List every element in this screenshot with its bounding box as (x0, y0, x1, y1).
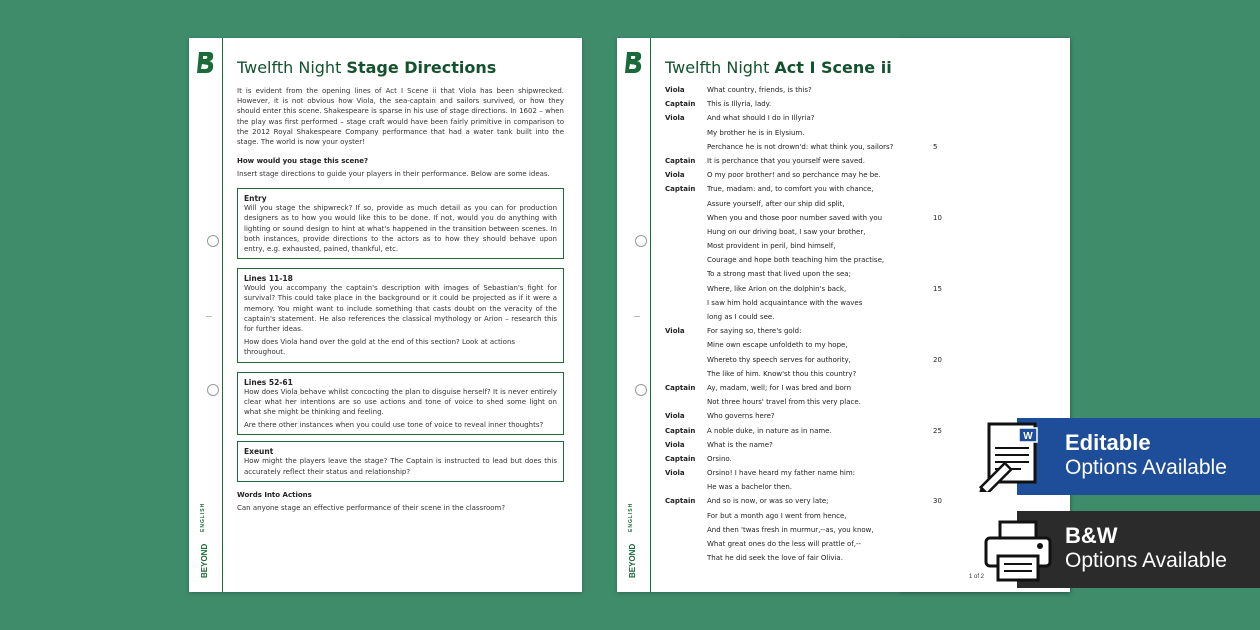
line-text: Perchance he is not drown'd: what think you, sailors? (707, 142, 894, 151)
line-text: Courage and hope both teaching him the practise, (707, 256, 885, 265)
script-line (665, 111, 955, 125)
badge-subtitle: Options Available (1065, 456, 1227, 479)
beyond-logo-icon (625, 50, 643, 74)
script-line (665, 140, 955, 154)
line-text: Not three hours' travel from this very place. (707, 398, 861, 407)
line-text: And so is now, or was so very late; (707, 497, 829, 506)
script-lines (665, 83, 955, 565)
page-title: Twelfth Night Stage Directions (237, 58, 497, 77)
prompt-box-exeunt (237, 441, 564, 481)
script-line (665, 438, 955, 452)
question-text: Insert stage directions to guide your players in their performance. Below are some ideas. (237, 170, 550, 179)
line-text: What is the name? (707, 440, 773, 449)
script-line (665, 381, 955, 395)
box-heading: Lines 11-18 (244, 274, 293, 284)
punch-hole (635, 384, 647, 396)
footer-text: Can anyone stage an effective performance of their scene in the classroom? (237, 503, 506, 512)
speaker-name: Captain (665, 454, 696, 463)
line-text: When you and those poor number saved with you (707, 213, 883, 222)
line-text: And what should I do in Illyria? (707, 114, 815, 123)
line-text: I saw him hold acquaintance with the waves (707, 298, 863, 307)
line-text: Mine own escape unfoldeth to my hope, (707, 341, 848, 350)
punch-hole (207, 235, 219, 247)
line-text: What country, friends, is this? (707, 86, 812, 94)
speaker-name: Viola (665, 114, 685, 123)
speaker-name: Captain (665, 497, 696, 506)
script-line (665, 338, 955, 352)
page-margin-rail (617, 38, 651, 592)
line-text: My brother he is in Elysium. (707, 128, 805, 137)
script-line (665, 239, 955, 253)
word-document-icon (975, 420, 1059, 492)
line-text: That he did seek the love of fair Olivia. (707, 554, 843, 563)
script-line (665, 296, 955, 310)
speaker-name: Viola (665, 440, 685, 449)
script-line (665, 211, 955, 225)
prompt-box-entry (237, 188, 564, 259)
page-margin-rail (189, 38, 223, 592)
speaker-name: Captain (665, 100, 696, 109)
box-question: How does Viola hand over the gold at the end of this section? Look at actions throughout. (244, 338, 516, 357)
script-line (665, 353, 955, 367)
line-text: He was a bachelor then. (707, 483, 793, 492)
page-number: 1 of 2 (968, 574, 984, 580)
line-text: This is Illyria, lady. (707, 100, 772, 109)
speaker-name: Viola (665, 412, 685, 421)
box-heading: Entry (244, 194, 267, 204)
script-line (665, 452, 955, 466)
line-number: 30 (933, 497, 942, 506)
beyond-logo-icon (197, 50, 215, 74)
punch-hole (635, 235, 647, 247)
script-line (665, 551, 955, 565)
script-line (665, 494, 955, 508)
script-line (665, 253, 955, 267)
stage-directions-page (189, 38, 582, 592)
question-heading: How would you stage this scene? (237, 157, 369, 166)
intro-paragraph: It is evident from the opening lines of Act I Scene ii that Viola has been shipwrecked. However, it is not obvious how Viola, the sea-captain and sailors survived, or how they should enter this scene. Shakespeare is sparse in his use of stage directions. In 1602 – when the play was first performed – stage craft would have been fairly primitive in comparison to the 2012 Royal Shakespeare Company performance that had a water tank built into the stage. The world is now your oyster! (237, 87, 564, 147)
line-number: 20 (933, 355, 942, 364)
box-question: Are there other instances when you could use tone of voice to reveal inner thoughts? (244, 421, 544, 430)
line-text: Who governs here? (707, 412, 775, 421)
script-line (665, 310, 955, 324)
script-line (665, 324, 955, 338)
line-text: O my poor brother! and so perchance may he be. (707, 171, 881, 180)
speaker-name: Viola (665, 86, 685, 94)
line-number: 15 (933, 284, 942, 293)
box-text: How does Viola behave whilst concocting the plan to disguise herself? It is never entirely clear what her intentions are so use actions and tone of voice to shed some light on what she might be thinking and feeling. (244, 387, 557, 417)
script-line (665, 154, 955, 168)
fold-mark (206, 316, 212, 317)
brand-subword: ENGLISH (200, 502, 206, 532)
line-text: Orsino! I have heard my father name him: (707, 469, 856, 478)
line-text: A noble duke, in nature as in name. (707, 426, 832, 435)
line-text: Assure yourself, after our ship did split, (707, 199, 845, 208)
line-text: What great ones do the less will prattle of,-- (707, 540, 862, 548)
script-line (665, 537, 955, 551)
svg-text:W: W (1023, 431, 1033, 442)
punch-hole (207, 384, 219, 396)
worksheet-content (237, 58, 564, 513)
script-line (665, 126, 955, 140)
speaker-name: Viola (665, 327, 685, 336)
prompt-box-lines-11-18 (237, 268, 564, 362)
brand-mark (621, 488, 647, 578)
script-line (665, 509, 955, 523)
script-line (665, 367, 955, 381)
script-line (665, 424, 955, 438)
line-text: For saying so, there's gold: (707, 327, 802, 336)
line-text: Hung on our driving boat, I saw your brother, (707, 227, 866, 236)
script-line (665, 83, 955, 97)
line-text: Ay, madam, well; for I was bred and born (707, 383, 852, 392)
script-line (665, 282, 955, 296)
script-line (665, 409, 955, 423)
box-heading: Lines 52-61 (244, 377, 293, 387)
line-text: For but a month ago I went from hence, (707, 511, 847, 520)
line-text: Whereto thy speech serves for authority, (707, 355, 851, 364)
brand-word: BEYOND (628, 543, 637, 578)
brand-mark (193, 488, 219, 578)
printer-icon (982, 518, 1054, 584)
badge-title: B&W (1065, 523, 1118, 548)
script-line (665, 168, 955, 182)
speaker-name: Captain (665, 426, 696, 435)
script-line (665, 395, 955, 409)
line-number: 25 (933, 426, 942, 435)
script-header (665, 58, 1052, 86)
line-text: Orsino. (707, 454, 732, 463)
script-line (665, 97, 955, 111)
brand-subword: ENGLISH (628, 502, 634, 532)
box-text: Would you accompany the captain's description with images of Sebastian's fight for survival? This could take place in the background or it could be projected as if it were a memory. You might want to include something that casts doubt on the veracity of the captain's statement. He also references the classical mythology or Arion – research this for further ideas. (244, 284, 557, 334)
line-text: It is perchance that you yourself were saved. (707, 156, 865, 165)
script-line (665, 225, 955, 239)
script-line (665, 466, 955, 480)
script-line (665, 480, 955, 494)
script-line (665, 182, 955, 196)
line-text: And then 'twas fresh in murmur,--as, you know, (707, 525, 874, 534)
box-text: How might the players leave the stage? The Captain is instructed to lead but does this accurately reflect their status and relationship? (244, 457, 557, 476)
page-title: Twelfth Night Act I Scene ii (665, 58, 892, 77)
box-text: Will you stage the shipwreck? If so, provide as much detail as you can for production designers as to how you would like this to be done. If not, would you do anything with lighting or sound design to hint at what's happened in the transition between scenes. In both instances, provide directions to the actors as to how they should behave upon entry, e.g. exhausted, pained, thankful, etc. (244, 204, 557, 254)
speaker-name: Viola (665, 469, 685, 478)
badge-title: Editable (1065, 430, 1151, 455)
line-text: long as I could see. (707, 313, 775, 321)
speaker-name: Captain (665, 156, 696, 165)
footer-heading: Words Into Actions (237, 490, 312, 499)
badge-subtitle: Options Available (1065, 549, 1227, 572)
scene-script-page (617, 38, 1070, 592)
script-line (665, 523, 955, 537)
speaker-name: Captain (665, 383, 696, 392)
box-heading: Exeunt (244, 447, 274, 457)
line-number: 10 (933, 213, 942, 222)
prompt-box-lines-52-61 (237, 372, 564, 436)
line-text: Most provident in peril, bind himself, (707, 242, 836, 251)
brand-word: BEYOND (200, 543, 209, 578)
line-text: To a strong mast that lived upon the sea; (707, 270, 851, 279)
line-text: Where, like Arion on the dolphin's back, (707, 284, 847, 293)
speaker-name: Viola (665, 171, 685, 180)
script-line (665, 267, 955, 281)
line-number: 5 (933, 142, 938, 151)
line-text: The like of him. Know'st thou this country? (707, 369, 857, 378)
line-text: True, madam: and, to comfort you with chance, (707, 185, 874, 194)
fold-mark (634, 316, 640, 317)
script-line (665, 197, 955, 211)
speaker-name: Captain (665, 185, 696, 194)
